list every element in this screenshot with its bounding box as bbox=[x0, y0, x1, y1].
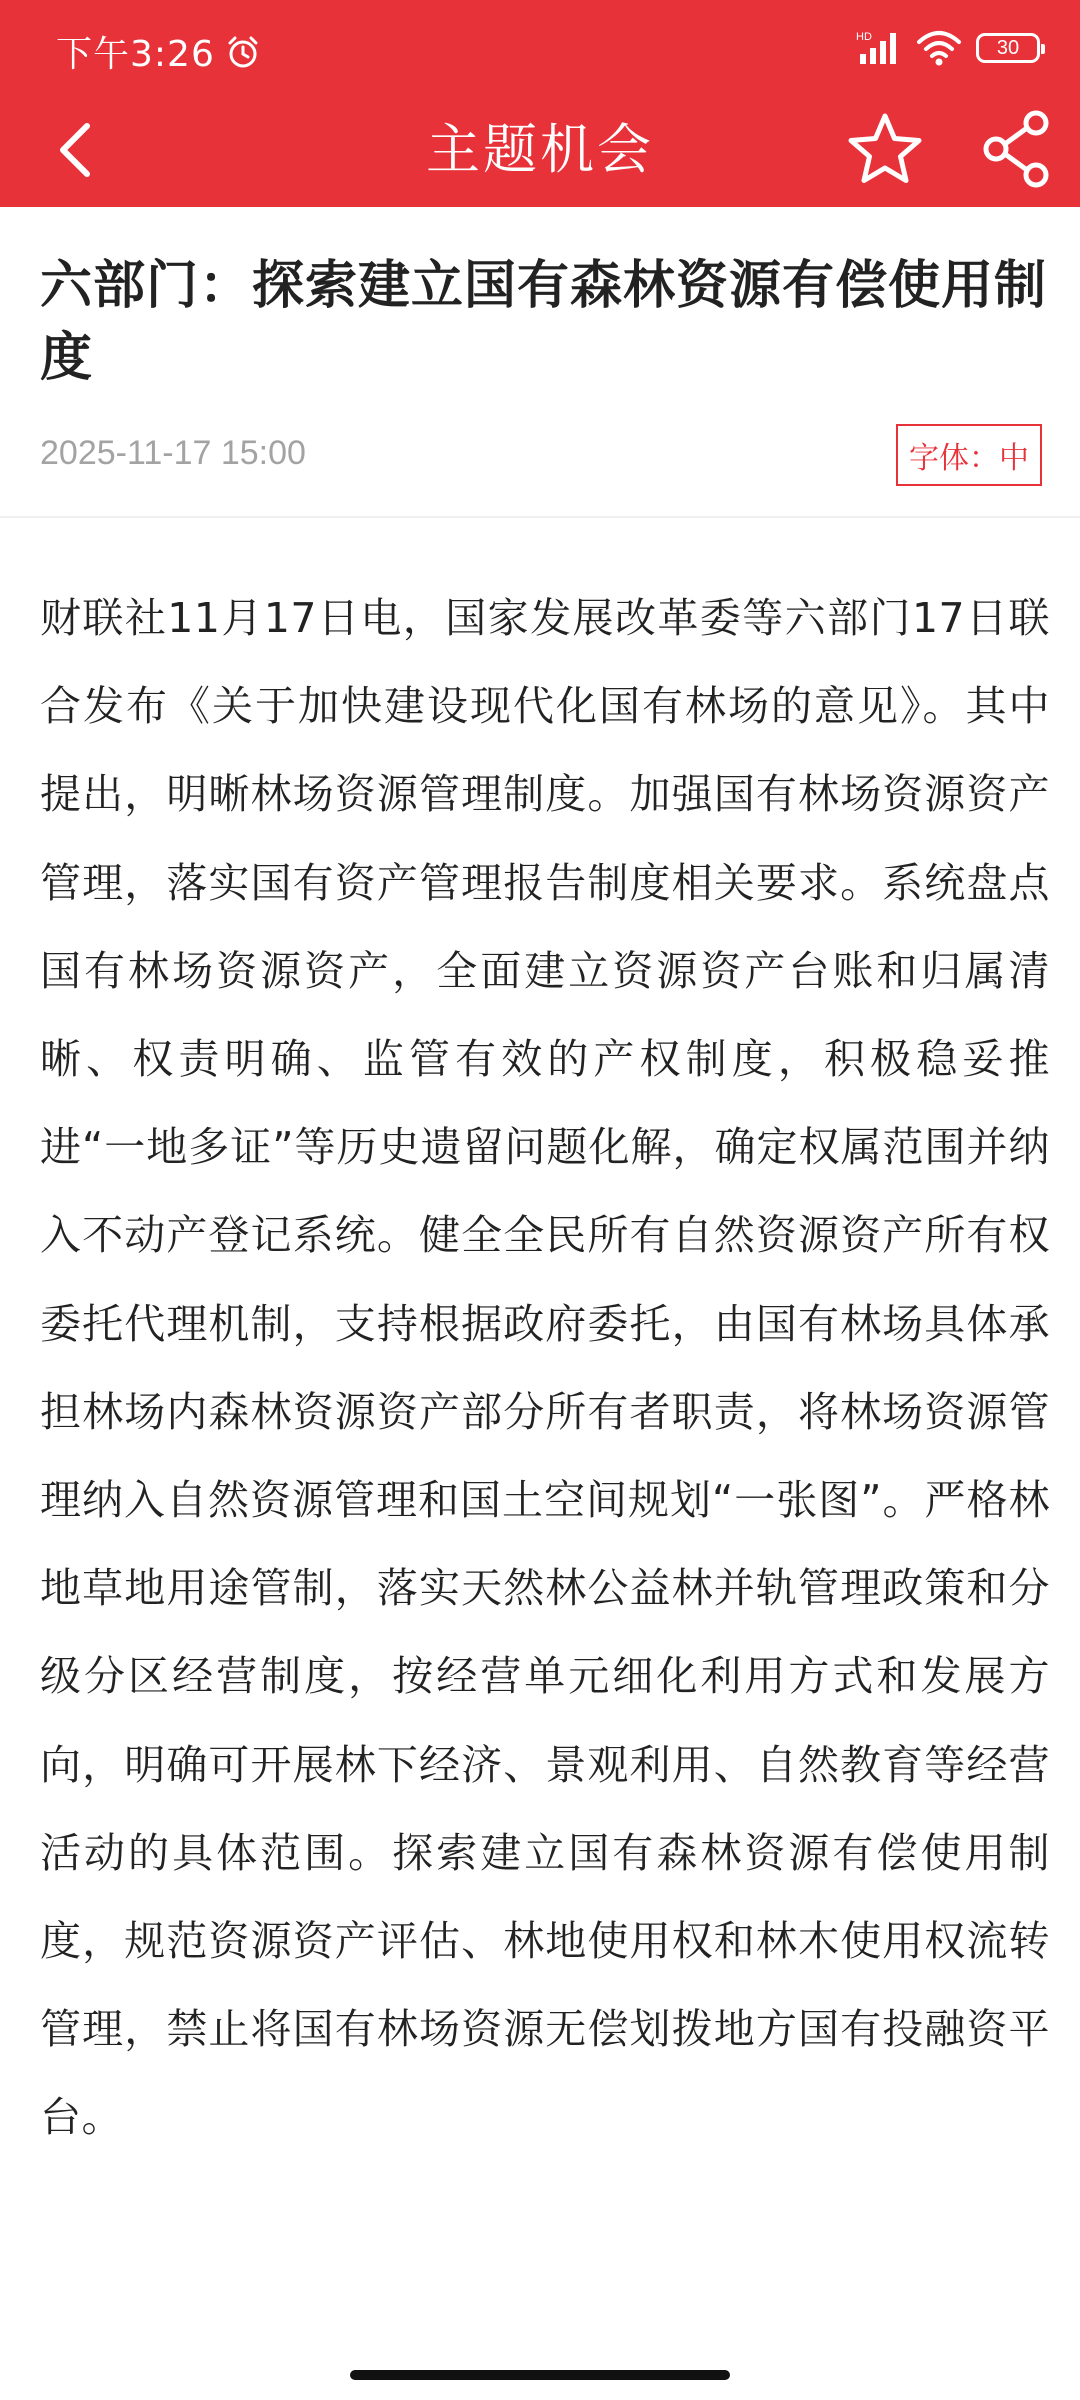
star-icon bbox=[846, 111, 924, 187]
font-size-button[interactable]: 字体：中 bbox=[896, 424, 1042, 486]
favorite-button[interactable] bbox=[838, 104, 932, 194]
status-icons bbox=[856, 28, 1040, 68]
home-indicator[interactable] bbox=[350, 2370, 730, 2380]
nav-bar bbox=[0, 100, 1080, 207]
article-title: 六部门：探索建立国有森林资源有偿使用制度 bbox=[40, 256, 1048, 388]
wifi-icon bbox=[916, 28, 962, 68]
page-title: 主题机会 bbox=[426, 118, 654, 181]
battery-indicator: 30 bbox=[976, 33, 1040, 63]
header-divider bbox=[0, 516, 1080, 518]
signal-icon bbox=[856, 28, 902, 68]
top-bar bbox=[0, 0, 1080, 207]
article-date: 2025-11-17 15:00 bbox=[40, 434, 306, 472]
svg-text:HD: HD bbox=[856, 31, 872, 43]
article-body: 财联社11月17日电，国家发展改革委等六部门17日联合发布《关于加快建设现代化国有林场的意见》。其中提出，明晰林场资源管理制度。加强国有林场资源资产管理，落实国有资产管理报告制度相关要求。系统盘点国有林场资源资产，全面建立资源资产台账和归属清晰、权责明确、监管有效的产权制度，积极稳妥推进“一地多证”等历史遗留问题化解，确定权属范围并纳入不动产登记系统。健全全民所有自然资源资产所有权委托代理机制，支持根据政府委托，由国有林场具体承担林场内森林资源资产部分所有者职责，将林场资源管理纳入自然资源管理和国土空间规划“一张图”。严格林地草地用途管制，落实天然林公益林并轨管理政策和分级分区经营制度，按经营单元细化利用方式和发展方向，明确可开展林下经济、景观利用、自然教育等经营活动的具体范围。探索建立国有森林资源有偿使用制度，规范资源资产评估、林地使用权和林木使用权流转管理，禁止将国有林场资源无偿划拨地方国有投融资平台。 bbox=[40, 594, 1050, 2142]
alarm-icon bbox=[225, 34, 261, 70]
share-icon bbox=[980, 109, 1054, 189]
status-time-group bbox=[56, 26, 261, 77]
status-time: 下午3:26 bbox=[56, 34, 215, 75]
status-bar bbox=[0, 0, 1080, 100]
share-button[interactable] bbox=[972, 104, 1062, 194]
